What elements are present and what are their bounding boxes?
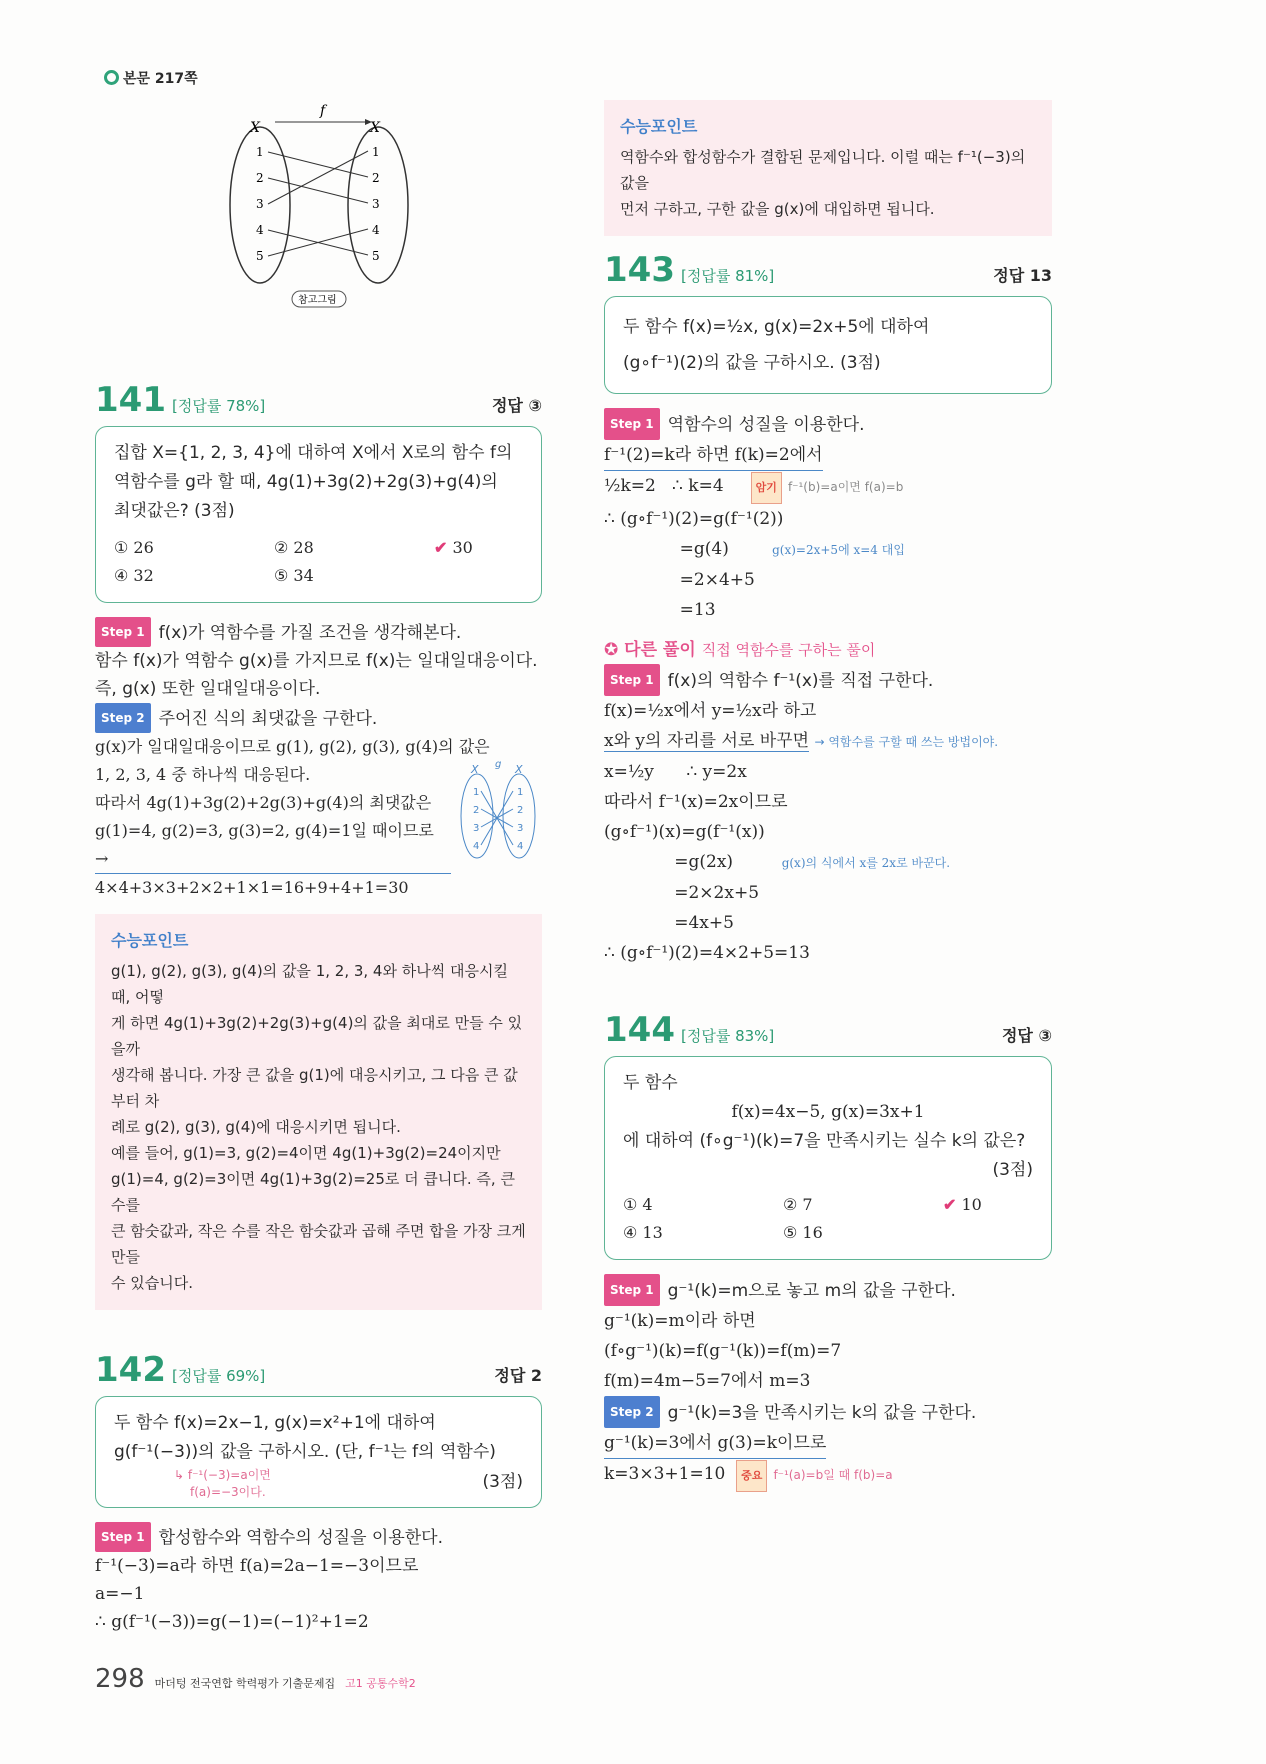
text: (3점) <box>482 1472 523 1492</box>
text: f⁻¹(−3)=a이면 <box>187 1468 271 1482</box>
element <box>95 703 542 733</box>
page-number: 298 <box>95 1664 145 1694</box>
element <box>604 534 1052 565</box>
footer <box>95 1664 542 1694</box>
text: 1, 2, 3, 4 중 하나씩 대응된다. <box>95 765 311 784</box>
element <box>268 178 368 203</box>
answer: 정답 2 <box>494 1366 542 1385</box>
text: ① 26 <box>114 538 154 557</box>
text: 생각해 봅니다. 가장 큰 값을 g(1)에 대응시키고, 그 다음 큰 값부터 차 <box>111 1066 518 1110</box>
reference-text: 본문 217쪽 <box>123 71 198 87</box>
element <box>604 726 1052 757</box>
element: ↳ f⁻¹(−3)=a이면 <box>174 1468 271 1482</box>
text: g⁻¹(k)=m이라 하면 <box>604 1311 756 1331</box>
element <box>268 151 368 204</box>
text: 따라서 f⁻¹(x)=2x이므로 <box>604 792 788 812</box>
text: 3 <box>473 823 480 834</box>
text: 최댓값은? (3점) <box>114 501 235 521</box>
text: f(x)=½x에서 y=½x라 하고 <box>604 701 817 721</box>
text: k=3×3+1=10 <box>604 1464 726 1484</box>
mini-diagram <box>457 761 542 861</box>
element <box>604 1010 1052 1050</box>
element <box>736 1468 892 1482</box>
text: 4 <box>473 841 480 852</box>
text: 3 <box>256 197 264 211</box>
element <box>604 1459 1052 1492</box>
text: 예를 들어, g(1)=3, g(2)=4이면 4g(1)+3g(2)=24이지만 <box>111 1144 501 1162</box>
text: [정답률 69%] <box>171 1367 266 1385</box>
star-icon: ✪ <box>604 640 619 660</box>
text: 례로 g(2), g(3), g(4)에 대응시키면 됩니다. <box>111 1118 401 1136</box>
text: f⁻¹(a)=b일 때 f(b)=a <box>773 1468 893 1482</box>
text: 5 <box>372 249 380 263</box>
text: ② 28 <box>274 538 314 557</box>
element <box>604 1010 774 1050</box>
text: 합성함수와 역함수의 성질을 이용한다. <box>158 1528 444 1548</box>
text: 에 대하여 (f∘g⁻¹)(k)=7을 만족시키는 실수 k의 값은? <box>623 1131 1026 1151</box>
text: ① 4 <box>623 1195 653 1214</box>
text: f⁻¹(−3)=a라 하면 f(a)=2a−1=−3이므로 <box>95 1556 419 1576</box>
text: 먼저 구하고, 구한 값을 g(x)에 대입하면 됩니다. <box>620 200 935 218</box>
text: g(1)=4, g(2)=3, g(3)=2, g(4)=1일 때이므로 → <box>95 817 451 874</box>
element <box>751 480 904 494</box>
text: g⁻¹(k)=m으로 놓고 m의 값을 구한다. <box>667 1281 956 1301</box>
element <box>95 1522 542 1552</box>
problem-143 <box>604 250 1052 968</box>
text: =g(2x) <box>604 852 734 872</box>
text: ½k=2 ∴ k=4 <box>604 476 724 496</box>
element <box>604 250 774 290</box>
answer: 정답 ③ <box>491 396 542 415</box>
text: =2×2x+5 <box>604 883 760 903</box>
text: [정답률 83%] <box>680 1027 775 1045</box>
text: 4×4+3×3+2×2+1×1=16+9+4+1=30 <box>95 878 409 897</box>
text: ④ 13 <box>623 1223 663 1242</box>
text: (f∘g⁻¹)(k)=f(g⁻¹(k))=f(m)=7 <box>604 1341 842 1361</box>
text: 4 <box>372 223 380 237</box>
text: X <box>471 763 479 776</box>
text: 2 <box>473 805 480 816</box>
text: g⁻¹(k)=3에서 g(3)=k이므로 <box>604 1428 826 1459</box>
text: 두 함수 f(x)=½x, g(x)=2x+5에 대하여 <box>623 317 930 337</box>
text: 역함수와 합성함수가 결합된 문제입니다. 이럴 때는 f⁻¹(−3)의 값을 <box>620 148 1026 192</box>
text: 142 <box>95 1350 166 1390</box>
text: a=−1 <box>95 1584 145 1604</box>
tip-box-top <box>604 100 1052 236</box>
text: 암기 <box>751 472 782 504</box>
text: 즉, g(x) 또한 일대일대응이다. <box>95 679 321 699</box>
element <box>604 250 1052 290</box>
text: f(a)=−3이다. <box>190 1485 266 1499</box>
text: 4 <box>517 841 524 852</box>
text: g(x)가 일대일대응이므로 g(1), g(2), g(3), g(4)의 값은 <box>95 737 490 756</box>
text: 5 <box>256 249 264 263</box>
x-label: X <box>370 120 380 136</box>
question-box <box>604 296 1052 394</box>
element <box>268 229 368 256</box>
text: 1 <box>517 787 524 798</box>
text: 따라서 4g(1)+3g(2)+2g(3)+g(4)의 최댓값은 <box>95 793 432 812</box>
text: g <box>495 761 502 770</box>
answer: 정답 13 <box>993 266 1052 285</box>
text: =g(4) <box>604 539 729 559</box>
text: Step 1 <box>95 1522 151 1552</box>
text: 역함수의 성질을 이용한다. <box>667 415 865 435</box>
element <box>434 534 594 562</box>
element <box>943 1191 1103 1219</box>
text: Step 1 <box>604 664 660 696</box>
text: =13 <box>604 600 716 620</box>
text: x와 y의 자리를 서로 바꾸면 <box>604 731 810 751</box>
text: f⁻¹(b)=a이면 f(a)=b <box>787 480 904 494</box>
mapping-diagram <box>220 95 420 325</box>
text: 역함수를 구할 때 쓰는 방법이야. <box>828 735 999 749</box>
check-icon: ✔ <box>434 538 448 557</box>
text: 1 <box>473 787 480 798</box>
element <box>481 791 513 845</box>
text: ⑤ 16 <box>783 1223 823 1242</box>
text: (g∘f⁻¹)(2)의 값을 구하시오. (3점) <box>623 353 881 373</box>
element <box>604 1396 1052 1428</box>
text: (g∘f⁻¹)(x)=g(f⁻¹(x)) <box>604 822 765 842</box>
question-box <box>95 426 542 603</box>
text: 141 <box>95 380 166 420</box>
element <box>268 151 368 256</box>
text: 두 함수 <box>623 1073 678 1093</box>
problem-141 <box>95 380 542 902</box>
text: 1 <box>256 145 264 159</box>
alt-solution-header <box>604 635 1052 660</box>
text: g(x)=2x+5에 x=4 대입 <box>772 543 905 557</box>
element <box>95 380 265 420</box>
element <box>604 847 1052 878</box>
circle-icon <box>104 70 119 85</box>
text: Step 1 <box>95 617 151 647</box>
text: 마더텅 전국연합 학력평가 기출문제집 <box>154 1677 336 1690</box>
problem-142 <box>95 1350 542 1636</box>
tip-box-141 <box>95 914 542 1310</box>
text: x=½y ∴ y=2x <box>604 762 747 782</box>
text: 143 <box>604 250 675 290</box>
text: ④ 32 <box>114 566 154 585</box>
element <box>95 1350 265 1390</box>
text: 30 <box>452 538 473 557</box>
text: [정답률 81%] <box>680 267 775 285</box>
question-box <box>604 1056 1052 1260</box>
text: (3점) <box>992 1160 1033 1180</box>
left-column <box>95 380 542 1694</box>
text: 다른 풀이 <box>624 640 696 660</box>
text: 수능포인트 <box>620 117 698 136</box>
text: f(x)=4x−5, g(x)=3x+1 <box>731 1102 925 1122</box>
text: g⁻¹(k)=3을 만족시키는 k의 값을 구한다. <box>667 1403 977 1423</box>
text: 주어진 식의 최댓값을 구한다. <box>158 709 378 729</box>
text: Step 2 <box>604 1396 660 1428</box>
text: 2 <box>517 805 524 816</box>
text: f⁻¹(2)=k라 하면 f(k)=2에서 <box>604 440 823 471</box>
text: 함수 f(x)가 역함수 g(x)를 가지므로 f(x)는 일대일대응이다. <box>95 651 538 671</box>
text: 직접 역함수를 구하는 풀이 <box>701 641 876 659</box>
diagram-caption: 참고그림 <box>298 295 337 306</box>
text: 3 <box>517 823 524 834</box>
text: 큰 함숫값과, 작은 수를 작은 함숫값과 곱해 주면 합을 가장 크게 만들 <box>111 1222 526 1266</box>
text: 144 <box>604 1010 675 1050</box>
element <box>114 534 523 590</box>
text: X <box>515 763 523 776</box>
text: f(x)가 역함수를 가질 조건을 생각해본다. <box>158 623 462 643</box>
text: 중요 <box>736 1460 767 1492</box>
element <box>604 408 1052 440</box>
text: ⑤ 34 <box>274 566 314 585</box>
text: ∴ (g∘f⁻¹)(2)=4×2+5=13 <box>604 943 810 963</box>
element <box>95 1350 542 1390</box>
text: 수 있습니다. <box>111 1274 193 1292</box>
reference-label <box>104 68 198 88</box>
f-label: f <box>320 103 326 119</box>
text: =4x+5 <box>604 913 734 933</box>
element: → 역함수를 구할 때 쓰는 방법이야. <box>814 735 999 749</box>
text: f(x)의 역함수 f⁻¹(x)를 직접 구한다. <box>667 671 934 691</box>
text: 수능포인트 <box>111 931 189 950</box>
text: [정답률 78%] <box>171 397 266 415</box>
problem-144 <box>604 1010 1052 1492</box>
text: g(1)=4, g(2)=3이면 4g(1)+3g(2)=25로 더 큽니다. 즉, 큰 수를 <box>111 1170 515 1214</box>
text: ∴ g(f⁻¹(−3))=g(−1)=(−1)²+1=2 <box>95 1612 369 1632</box>
element <box>604 664 1052 696</box>
element <box>256 145 380 263</box>
text: Step 1 <box>604 408 660 440</box>
text: g(f⁻¹(−3))의 값을 구하시오. (단, f⁻¹는 f의 역함수) <box>114 1442 496 1462</box>
text: 역함수를 g라 할 때, 4g(1)+3g(2)+2g(3)+g(4)의 <box>114 472 498 492</box>
element <box>623 1191 1033 1247</box>
text: 2 <box>256 171 264 185</box>
text: =2×4+5 <box>604 570 755 590</box>
text: 10 <box>961 1195 982 1214</box>
element <box>604 1274 1052 1306</box>
answer: 정답 ③ <box>1001 1026 1052 1045</box>
element <box>95 617 542 647</box>
text: 3 <box>372 197 380 211</box>
question-box <box>95 1396 542 1508</box>
text: 고1 공통수학2 <box>345 1677 416 1690</box>
text: ② 7 <box>783 1195 813 1214</box>
text: 2 <box>372 171 380 185</box>
text: 게 하면 4g(1)+3g(2)+2g(3)+g(4)의 값을 최대로 만들 수 있을까 <box>111 1014 523 1058</box>
check-icon: ✔ <box>943 1195 957 1214</box>
text: 1 <box>372 145 380 159</box>
text: Step 1 <box>604 1274 660 1306</box>
text: g(x)의 식에서 x를 2x로 바꾼다. <box>781 856 951 870</box>
element <box>95 761 451 874</box>
text: Step 2 <box>95 703 151 733</box>
text: 4 <box>256 223 264 237</box>
x-label: X <box>250 120 260 136</box>
element <box>95 380 542 420</box>
text: g(1), g(2), g(3), g(4)의 값을 1, 2, 3, 4와 하나씩 대응시킬 때, 어떻 <box>111 962 508 1006</box>
text: 두 함수 f(x)=2x−1, g(x)=x²+1에 대하여 <box>114 1413 436 1433</box>
text: 집합 X={1, 2, 3, 4}에 대하여 X에서 X로의 함수 f의 <box>114 443 513 463</box>
text: ∴ (g∘f⁻¹)(2)=g(f⁻¹(2)) <box>604 509 784 529</box>
element <box>95 761 542 874</box>
element <box>604 471 1052 504</box>
text: f(m)=4m−5=7에서 m=3 <box>604 1371 811 1391</box>
